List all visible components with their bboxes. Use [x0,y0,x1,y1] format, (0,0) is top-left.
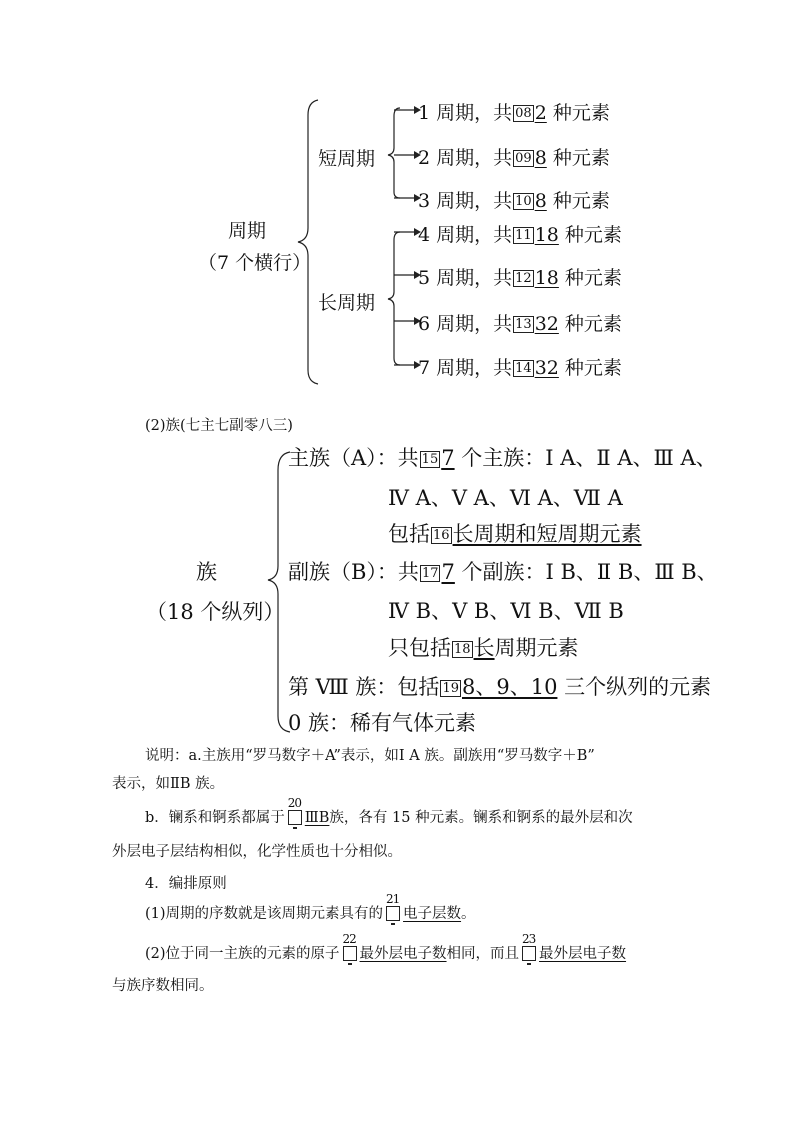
note-a-line-2: 表示，如ⅡB 族。 [112,776,225,792]
note-b-line-1: b．镧系和锕系都属于 20 ⅢB族，各有 15 种元素。镧系和锕系的最外层和次 [145,796,633,826]
sub-group-line-3: 只包括 18 长周期元素 [388,636,579,660]
answer-tag-23: 23 [522,944,536,964]
answer-tag-21: 21 [386,904,400,924]
group-viii-line: 第 Ⅷ 族：包括 19 8、9、10 三个纵列的元素 [288,675,712,699]
group-label: 族 [196,560,217,584]
group-heading: (2)族(七主七副零八三) [145,418,293,434]
period-row-6: 6 周期，共 13 32 种元素 [418,313,622,335]
period-label: 周期 [228,220,267,242]
main-group-line-3: 包括 16 长周期和短周期元素 [388,522,642,546]
section-heading: 4．编排原则 [145,876,227,892]
note-a-line-1: 说明：a.主族用“罗马数字＋A”表示，如Ⅰ A 族。副族用“罗马数字＋B” [145,748,595,764]
period-row-5: 5 周期，共 12 18 种元素 [418,267,622,289]
group-zero-line: 0 族：稀有气体元素 [288,711,477,735]
period-sublabel: （7 个横行） [198,252,312,274]
period-row-4: 4 周期，共 11 18 种元素 [418,224,622,246]
short-period-label: 短周期 [318,148,376,170]
principle-1: (1)周期的序数就是该周期元素具有的 21 电子层数。 [145,892,476,922]
long-period-brace [388,232,400,365]
answer-tag-22: 22 [343,944,357,964]
period-row-2: 2 周期，共 09 8 种元素 [418,147,610,169]
note-b-line-2: 外层电子层结构相似，化学性质也十分相似。 [112,844,402,860]
long-period-label: 长周期 [318,292,376,314]
principle-2-line-2: 与族序数相同。 [112,978,214,994]
period-row-3: 3 周期，共 10 8 种元素 [418,190,610,212]
main-group-line-1: 主族（A）：共 15 7 个主族：Ⅰ A、Ⅱ A、Ⅲ A、 [288,446,717,470]
group-sublabel: （18 个纵列） [146,600,285,624]
sub-group-line-2: Ⅳ B、Ⅴ B、Ⅵ B、Ⅶ B [388,599,624,623]
short-period-brace [388,108,400,198]
principle-2-line-1: (2)位于同一主族的元素的原子 22 最外层电子数相同，而且 23 最外层电子数 [145,932,627,962]
main-group-line-2: Ⅳ A、Ⅴ A、Ⅵ A、Ⅶ A [388,486,623,510]
period-row-7: 7 周期，共 14 32 种元素 [418,357,622,379]
group-brace [268,452,290,732]
period-row-1: 1 周期，共 08 2 种元素 [418,102,610,124]
sub-group-line-1: 副族（B）：共 17 7 个副族：Ⅰ B、Ⅱ B、Ⅲ B、 [288,560,718,584]
answer-tag-20: 20 [288,808,302,828]
period-brace [298,100,318,384]
